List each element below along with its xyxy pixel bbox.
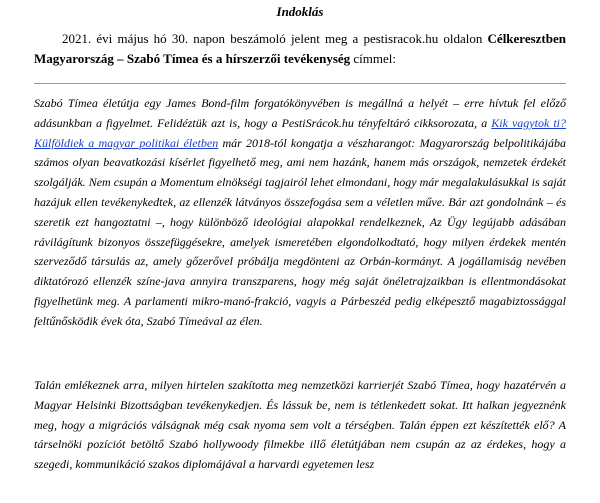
- quote-1-text-before-link: Szabó Tímea életútja egy James Bond-film forgatókönyvében is megállná a helyét – erre hívtuk fel előző adásunkban a figyelmet. Felidéztük azt is, hogy a PestiSrácok.hu tényfeltáró cikksorozata, a: [34, 96, 566, 130]
- quote-1-text-after-link: már 2018-tól kongatja a vészharangot: Magyarország belpolitikájába számos olyan beavatkozási kísérlet figyelhető meg, ami nem hazánk, hanem más országok, nemzetek érdekét szolgálják. Nem csupán a Momentum elnökségi tagjairól lehet elmondani, hogy már megalakulásukkal is saját hazájuk ellen tevékenykedtek, az ellenzék látványos összefogása sem a véletlen műve. Bár azt gondolnánk – és szeretik ezt hangoztatni –, hogy különböző ideológiai alapokkal rendelkeznek, Az Ügy legújabb adásában rávilágítunk bizonyos összefüggésekre, amelyek ismeretében elgondolkodtató, hogy milyen érdekek mentén szerveződő társulás az, amely gőzerővel próbálja megdönteni az Orbán-kormányt. A jogállamiság nevében diktatórozó ellenzék színe-java annyira transzparens, hogy még saját önéletrajzaikban is ellentmondásokat figyelhetünk meg. A parlamenti mikro-manó-frakció, vagyis a Párbeszéd pedig elképesztő magabiztossággal feltűnősködik évek óta, Szabó Tímeával az élen.: [34, 135, 567, 328]
- section-divider: [34, 83, 566, 84]
- quote-paragraph-1: [34, 94, 566, 332]
- document-heading: Indoklás: [276, 4, 324, 19]
- intro-paragraph: [34, 29, 566, 68]
- series-link[interactable]: Kik vagytok ti? Külföldiek a magyar politikai életben: [34, 115, 566, 150]
- article-title: Célkeresztben Magyarország – Szabó Tímea és a hírszerzői tevékenység: [34, 31, 566, 66]
- intro-text-after: címmel:: [350, 50, 397, 66]
- quote-paragraph-2: Talán emlékeznek arra, milyen hirtelen szakította meg nemzetközi karrierjét Szabó Tímea, hogy hazatérvén a Magyar Helsinki Bizottságban tevékenykedjen. És lássuk be, nem is tétlenkedett sokat. Itt halkan jegyeznénk meg, hogy a migrációs válságnak még csak nyoma sem volt a térségben. Talán éppen ezt készítették elő? A társelnöki pozíciót betöltő Szabó hollywoody filmekbe illő életútjában nem csupán az az érdekes, hogy a szegedi, kommunikáció szakos diplomájával a harvardi egyetemen lesz: [34, 378, 566, 472]
- intro-text-before: 2021. évi május hó 30. napon beszámoló jelent meg a pestisracok.hu oldalon: [62, 31, 488, 46]
